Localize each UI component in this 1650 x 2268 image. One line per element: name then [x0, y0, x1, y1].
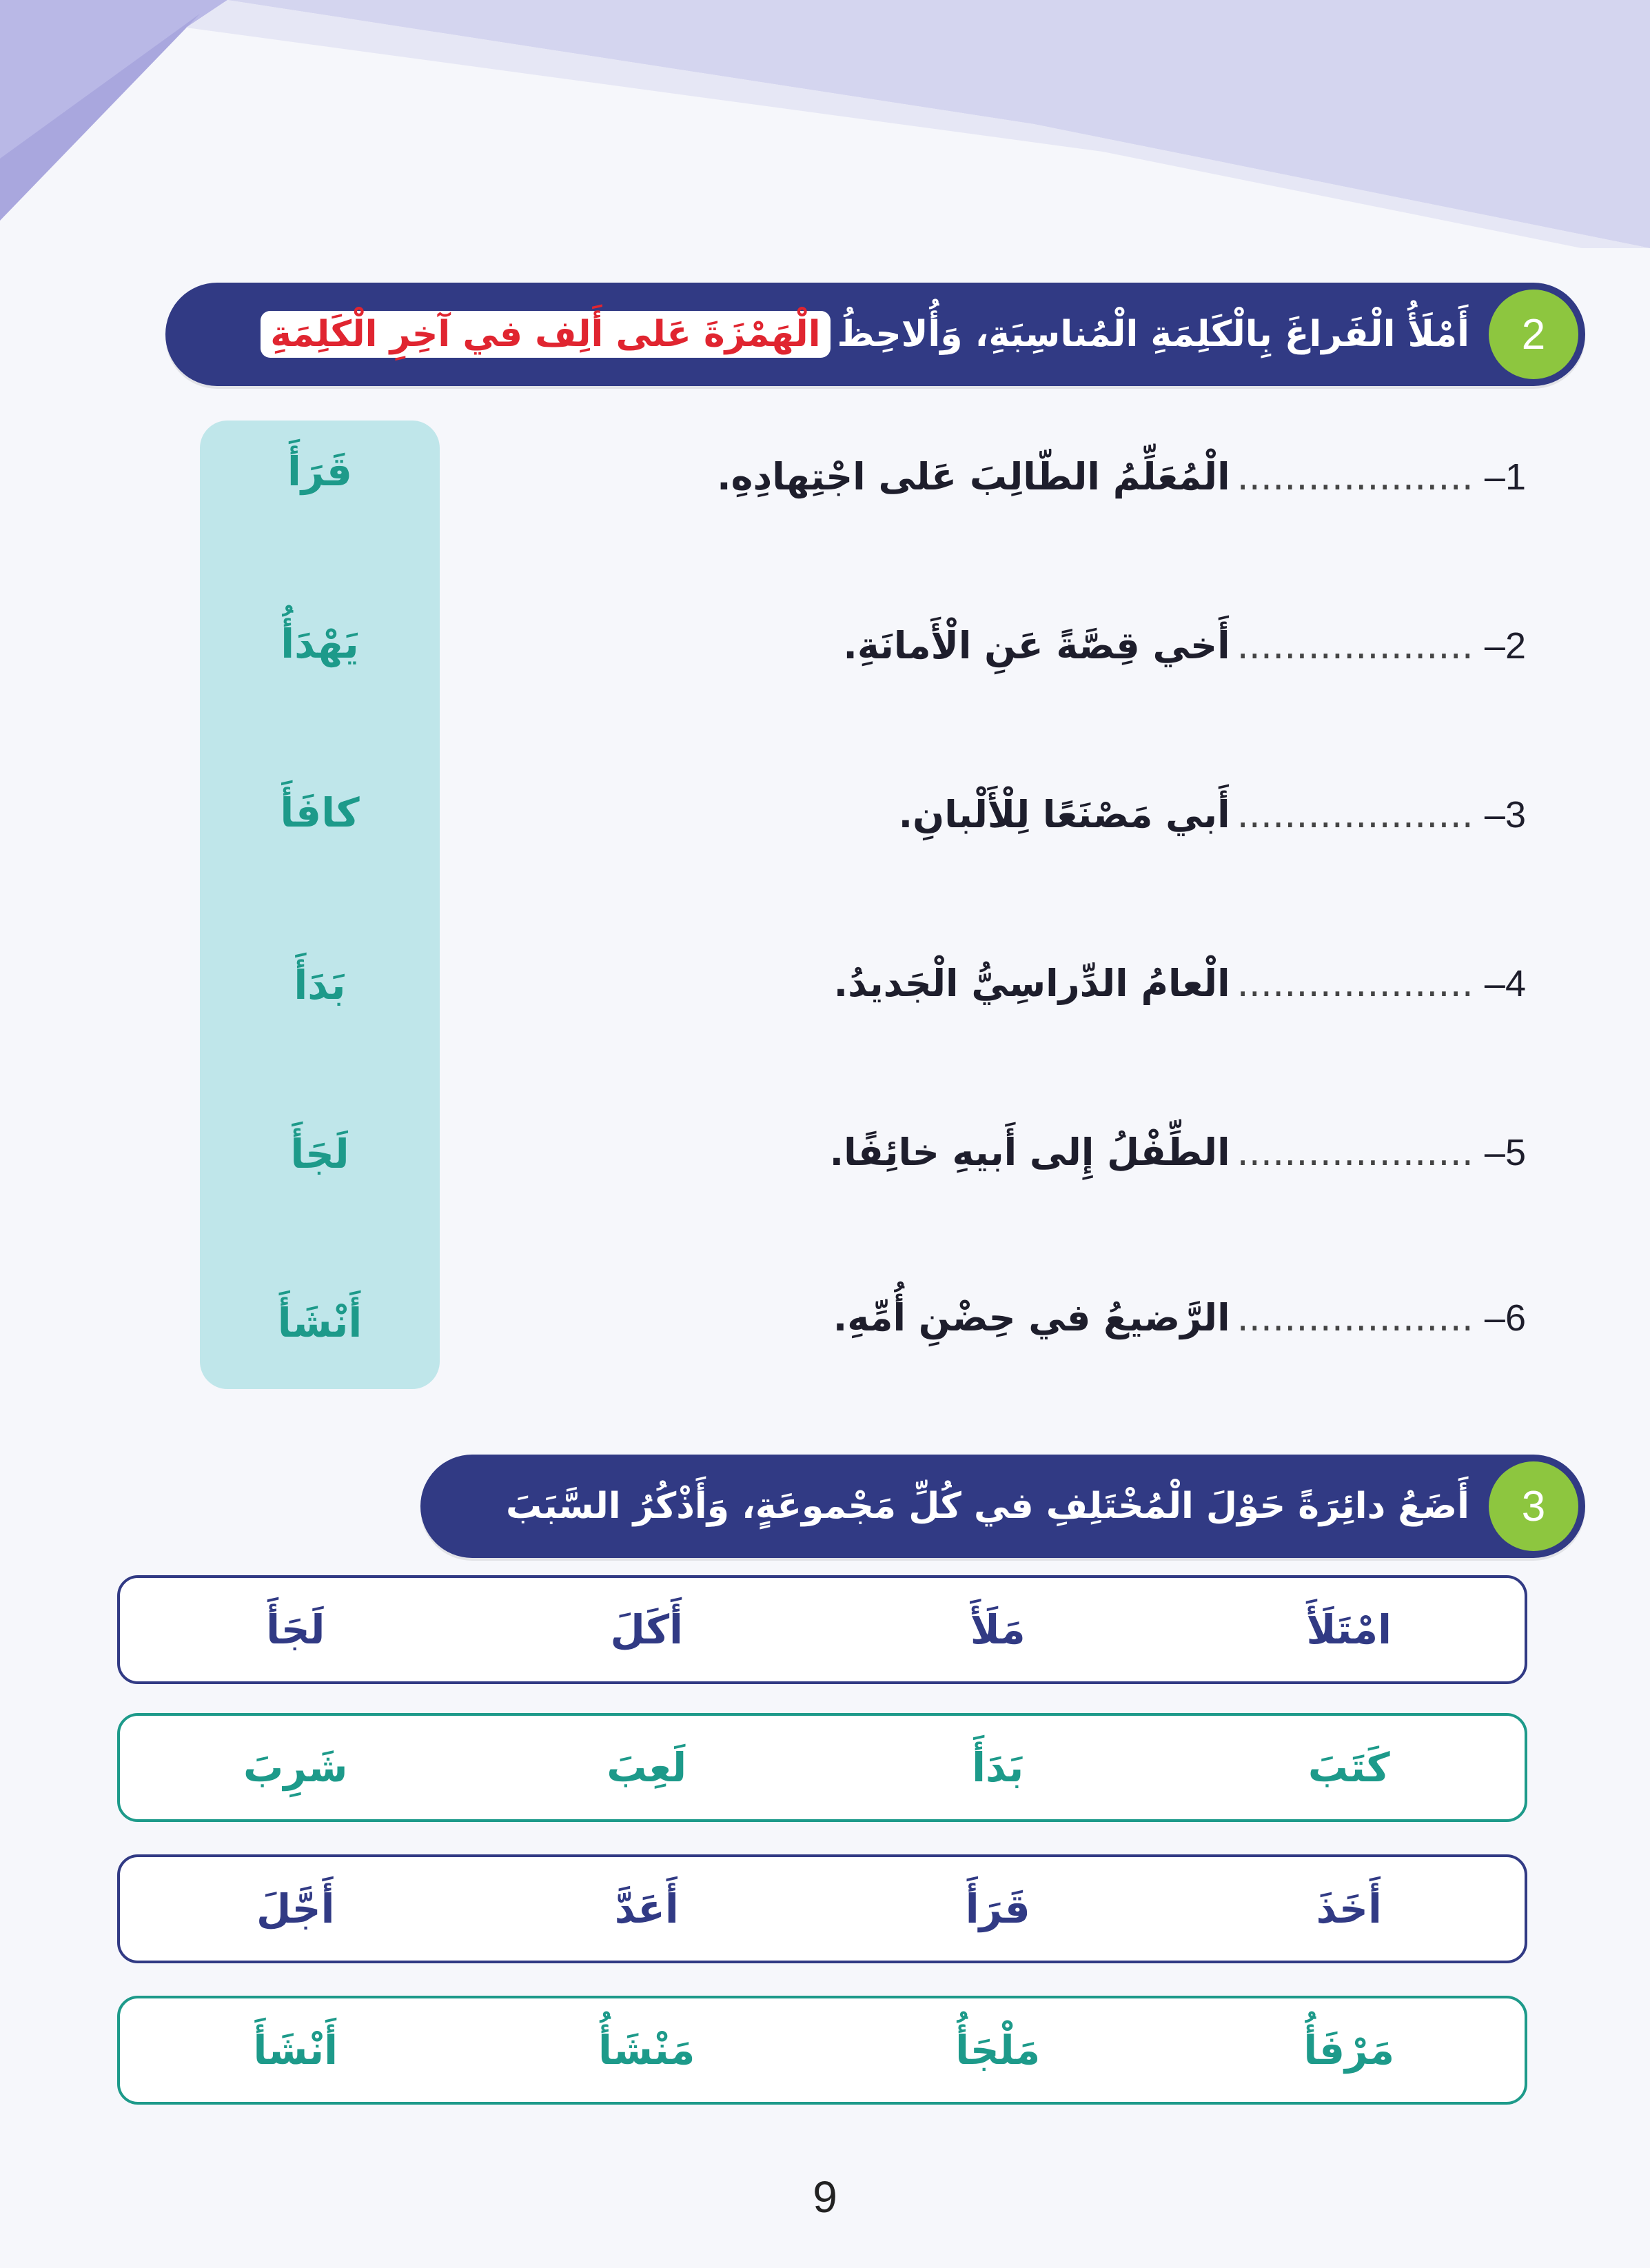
fill-in-sentence	[899, 793, 1526, 836]
group-word[interactable]: لَجَأَ	[266, 1606, 325, 1653]
group-word[interactable]: كَتَبَ	[1307, 1744, 1390, 1791]
exercise3-banner	[420, 1455, 1585, 1558]
group-word[interactable]: مَرْفَأُ	[1303, 2027, 1395, 2074]
blank-field[interactable]: ....................	[1236, 455, 1474, 498]
page-number: 9	[813, 2172, 837, 2222]
fill-in-sentence	[833, 1296, 1526, 1339]
sentence-number: 1–	[1484, 456, 1526, 498]
blank-field[interactable]: ....................	[1236, 624, 1474, 667]
option-word: لَجَأَ	[290, 1131, 349, 1177]
group-word[interactable]: أَكَلَ	[610, 1606, 683, 1653]
group-word[interactable]: أَعَدَّ	[614, 1885, 679, 1932]
sentence-text: الرَّضيعُ في حِضْنِ أُمِّهِ.	[833, 1296, 1230, 1339]
exercise3-instruction: أَضَعُ دائِرَةً حَوْلَ الْمُخْتَلِفِ في كُلِّ مَجْموعَةٍ، وَأَذْكُرُ السَّبَبَ	[506, 1486, 1469, 1527]
group-word[interactable]: مَنْشَأُ	[598, 2027, 695, 2074]
sentence-number: 5–	[1484, 1132, 1526, 1173]
sentence-text: الطِّفْلُ إِلى أَبيهِ خائِفًا.	[829, 1131, 1230, 1174]
word-group	[117, 1854, 1527, 1963]
option-word: كافَأَ	[280, 789, 360, 836]
sentence-text: الْمُعَلِّمُ الطّالِبَ عَلى اجْتِهادِهِ.	[717, 455, 1230, 498]
group-word[interactable]: بَدَأَ	[972, 1744, 1024, 1791]
option-word: قَرَأَ	[287, 448, 352, 495]
exercise2-highlight: الْهَمْزَةَ عَلى أَلِف في آخِرِ الْكَلِمَةِ	[261, 311, 830, 358]
option-word: أَنْشَأَ	[277, 1299, 363, 1346]
blank-field[interactable]: ....................	[1236, 1296, 1474, 1339]
exercise2-instruction: أَمْلَأُ الْفَراغَ بِالْكَلِمَةِ الْمُناسِبَةِ، وَأُلاحِظُ	[837, 314, 1469, 355]
sentence-text: أَبي مَصْنَعًا لِلْأَلْبانِ.	[898, 793, 1230, 836]
group-word[interactable]: أَنْشَأَ	[253, 2027, 338, 2074]
exercise2-banner	[165, 283, 1585, 386]
sentence-number: 4–	[1484, 963, 1526, 1004]
word-group	[117, 1996, 1527, 2105]
corner-decoration	[0, 0, 1650, 248]
fill-in-sentence	[830, 1131, 1526, 1174]
group-word[interactable]: أَخَذَ	[1316, 1885, 1382, 1932]
group-word[interactable]: امْتَلَأَ	[1306, 1606, 1392, 1653]
fill-in-sentence	[843, 624, 1526, 667]
blank-field[interactable]: ....................	[1236, 962, 1474, 1005]
sentence-text: أَخي قِصَّةً عَنِ الْأَمانَةِ.	[843, 624, 1230, 667]
sentence-number: 3–	[1484, 794, 1526, 836]
exercise3-number: 3	[1489, 1461, 1578, 1551]
group-word[interactable]: قَرَأَ	[965, 1885, 1030, 1932]
group-word[interactable]: مَلَأَ	[970, 1606, 1026, 1653]
answer-options-panel	[200, 421, 440, 1389]
sentence-number: 2–	[1484, 625, 1526, 667]
blank-field[interactable]: ....................	[1236, 793, 1474, 836]
exercise2-number: 2	[1489, 290, 1578, 379]
word-group	[117, 1713, 1527, 1822]
fill-in-sentence	[834, 962, 1526, 1005]
sentence-number: 6–	[1484, 1297, 1526, 1339]
fill-in-sentence	[717, 455, 1526, 498]
group-word[interactable]: شَرِبَ	[243, 1744, 348, 1791]
group-word[interactable]: لَعِبَ	[607, 1744, 687, 1791]
option-word: يَهْدَأُ	[281, 620, 359, 667]
sentence-text: الْعامُ الدِّراسِيُّ الْجَديدُ.	[833, 962, 1230, 1005]
word-group	[117, 1575, 1527, 1684]
group-word[interactable]: مَلْجَأُ	[955, 2027, 1041, 2074]
option-word: بَدَأَ	[294, 962, 346, 1009]
blank-field[interactable]: ....................	[1236, 1131, 1474, 1174]
group-word[interactable]: أَجَّلَ	[256, 1885, 335, 1932]
